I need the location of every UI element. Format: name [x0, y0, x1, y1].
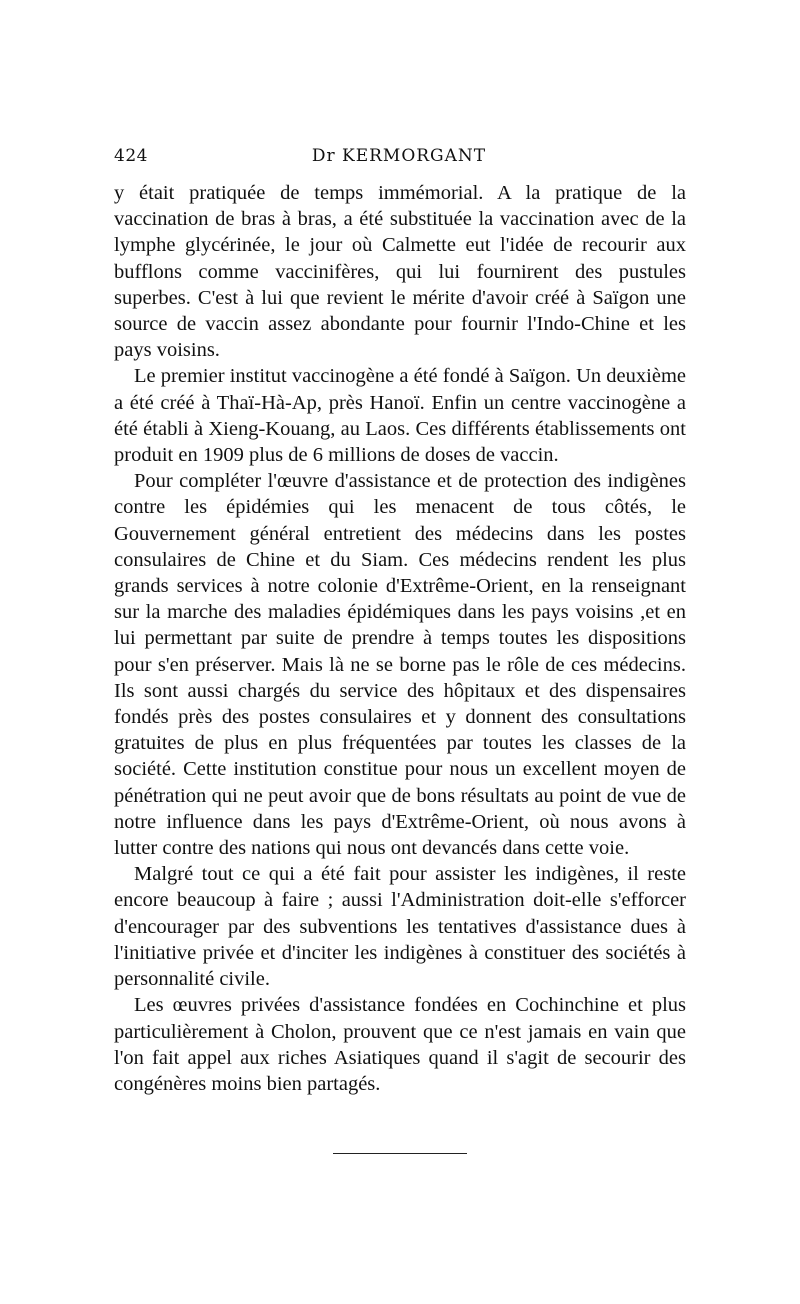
running-head: Dr KERMORGANT: [311, 146, 487, 166]
page-header: [114, 146, 684, 172]
paragraph: Malgré tout ce qui a été fait pour assister les indigènes, il reste encore beaucoup à faire ; aussi l'Administration doit-elle s'efforcer d'encourager par des subventions les tentatives d'assistance dues à l'initiative privée et d'inciter les indigènes à constituer des sociétés à personnalité civile.: [114, 863, 686, 991]
paragraph: Le premier institut vaccinogène a été fondé à Saïgon. Un deuxième a été créé à Thaï-Hà-Ap, près Hanoï. Enfin un centre vaccinogène a été établi à Xieng-Kouang, au Laos. Ces différents établissements ont produit en 1909 plus de 6 millions de doses de vaccin.: [114, 365, 686, 467]
body-text: [114, 180, 686, 1097]
paragraph-continuation: y était pratiquée de temps immémorial. A la pratique de la vaccination de bras à bras, a été substituée la vaccination avec de la lymphe glycérinée, le jour où Calmette eut l'idée de recourir aux bufflons comme vaccinifères, qui lui fournirent des pustules superbes. C'est à lui que revient le mérite d'avoir créé à Saïgon une source de vaccin assez abondante pour fournir l'Indo-Chine et les pays voisins.: [114, 182, 686, 362]
paragraph: Les œuvres privées d'assistance fondées en Cochinchine et plus particulièrement à Cholon, prouvent que ce n'est jamais en vain que l'on fait appel aux riches Asiatiques quand il s'agit de secourir des congénères moins bien partagés.: [114, 994, 686, 1095]
end-rule-divider: [333, 1153, 467, 1154]
page-number: 424: [114, 146, 148, 166]
paragraph: Pour compléter l'œuvre d'assistance et de protection des indigènes contre les épidémies qui les menacent de tous côtés, le Gouvernement général entretient des médecins dans les postes consulaires de Chine et du Siam. Ces médecins rendent les plus grands services à notre colonie d'Extrême-Orient, en la renseignant sur la marche des maladies épidémiques dans les pays voisins ,et en lui permettant par suite de prendre à temps toutes les dispositions pour s'en préserver. Mais là ne se borne pas le rôle de ces médecins. Ils sont aussi chargés du service des hôpitaux et des dispensaires fondés près des postes consulaires et y donnent des consultations gratuites de plus en plus fréquentées par toutes les classes de la société. Cette institution constitue pour nous un excellent moyen de pénétration qui ne peut avoir que de bons résultats au point de vue de notre influence dans les pays d'Extrême-Orient, où nous avons à lutter contre des nations qui nous ont devancés dans cette voie.: [114, 470, 686, 860]
